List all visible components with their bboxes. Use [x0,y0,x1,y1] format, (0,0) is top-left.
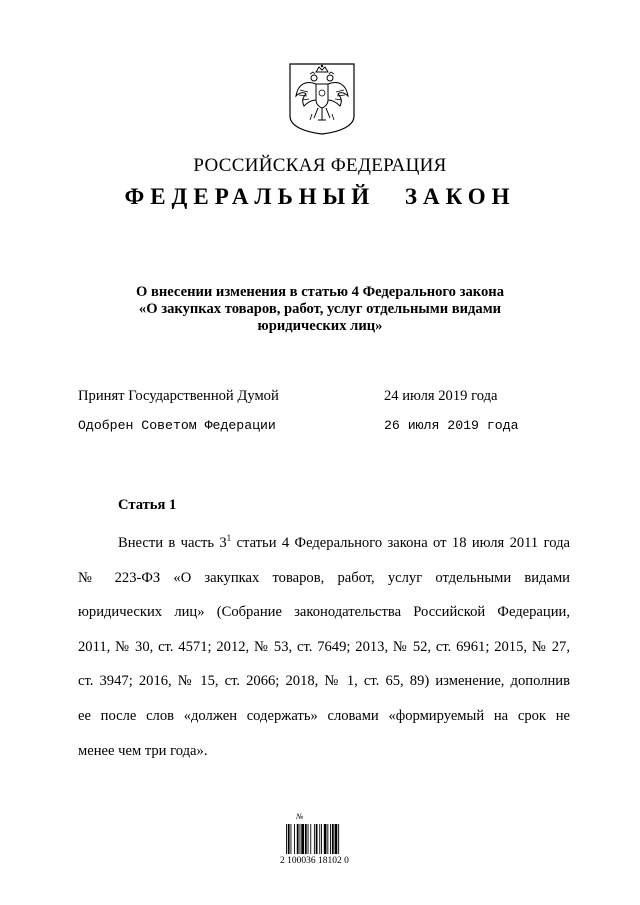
coat-of-arms-emblem [288,62,356,136]
council-approval-date: 26 июля 2019 года [384,418,519,433]
barcode [280,812,364,882]
barcode-bar [327,824,328,854]
barcode-bar [305,824,307,854]
barcode-bar [297,824,299,854]
barcode-bar [308,824,309,854]
article-line: юридических лиц» (Собрание законодательства Российской Федерации, [78,604,570,621]
barcode-bar [288,824,290,854]
barcode-number-mark: № [296,812,304,821]
barcode-bar [291,824,292,854]
barcode-bar [300,824,301,854]
law-title-line: О внесении изменения в статью 4 Федерального закона [135,284,504,300]
article-superscript: 1 [226,533,232,544]
barcode-digits: 2 100036 18102 0 [280,856,349,866]
law-title-line: «О закупках товаров, работ, услуг отдельными видами [138,301,502,317]
duma-adoption-date: 24 июля 2019 года [384,388,498,404]
article-line: 2011, № 30, ст. 4571; 2012, № 53, ст. 7649; 2013, № 52, ст. 6961; 2015, № 27, [78,638,570,655]
barcode-bar [314,824,315,854]
article-line [78,526,570,561]
barcode-bar [286,824,287,854]
law-title [110,284,530,335]
barcode-bar [319,824,320,854]
council-approval-label: Одобрен Советом Федерации [78,418,276,433]
barcode-bar [332,824,334,854]
barcode-bar [330,824,331,854]
article-text: статьи 4 Федерального закона от 18 июля 2011 года [231,535,570,551]
barcode-bar [301,824,304,854]
barcode-bar [310,824,311,854]
barcode-bar [324,824,327,854]
article-body [78,526,570,768]
article-line: менее чем три года». [78,742,208,759]
article-line: ст. 3947; 2016, № 15, ст. 2066; 2018, № 1, ст. 65, 89) изменение, дополнив [78,673,570,690]
barcode-bar [294,824,295,854]
article-line: № 223-ФЗ «О закупках товаров, работ, услуг отдельными видами [78,569,570,586]
country-name: РОССИЙСКАЯ ФЕДЕРАЦИЯ [193,155,447,176]
barcode-bar [316,824,318,854]
law-title-line: юридических лиц» [257,318,383,334]
barcode-bars [280,824,364,854]
article-line: ее после слов «должен содержать» словами «формируемый на срок не [78,707,570,724]
barcode-bar [321,824,322,854]
barcode-bar [335,824,338,854]
barcode-bar [338,824,339,854]
duma-adoption-label: Принят Государственной Думой [78,388,279,404]
document-type: ФЕДЕРАЛЬНЫЙ ЗАКОН [124,184,516,209]
article-heading: Статья 1 [118,497,177,513]
article-text: Внести в часть 3 [118,535,227,551]
